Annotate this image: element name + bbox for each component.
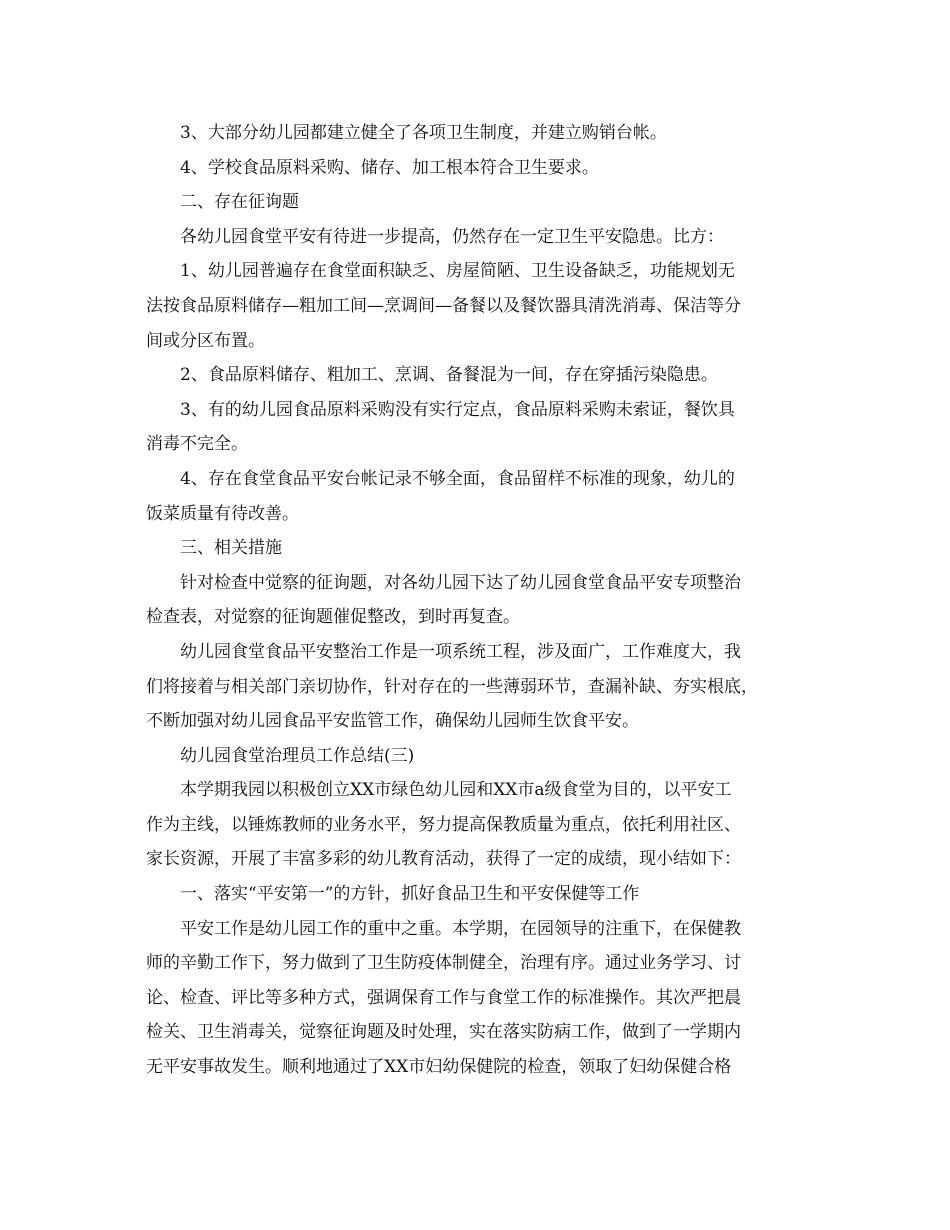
text-line: 检查表，对觉察的征询题催促整改，到时再复查。: [146, 607, 520, 628]
text-line: 2、食品原料储存、粗加工、烹调、备餐混为一间，存在穿插污染隐患。: [180, 365, 718, 386]
text-line: 二、存在征询题: [180, 192, 299, 213]
text-line: 不断加强对幼儿园食品平安监管工作，确保幼儿园师生饮食平安。: [146, 711, 639, 732]
text-line: 本学期我园以积极创立XX市绿色幼儿园和XX市a级食堂为目的，以平安工: [180, 780, 732, 801]
text-line: 无平安事故发生。顺利地通过了XX市妇幼保健院的检查，领取了妇幼保健合格: [146, 1057, 732, 1078]
text-line: 检关、卫生消毒关，觉察征询题及时处理，实在落实防病工作，做到了一学期内: [146, 1022, 741, 1043]
text-line: 家长资源，开展了丰富多彩的幼儿教育活动，获得了一定的成绩，现小结如下：: [146, 849, 741, 870]
text-line: 饭菜质量有待改善。: [146, 503, 299, 524]
document-body: [146, 116, 816, 1085]
text-line: 针对检查中觉察的征询题，对各幼儿园下达了幼儿园食堂食品平安专项整治: [180, 572, 741, 593]
text-line: 法按食品原料储存—粗加工间—烹调间—备餐以及餐饮器具清洗消毒、保洁等分: [146, 295, 741, 316]
text-line: 平安工作是幼儿园工作的重中之重。本学期，在园领导的注重下，在保健教: [180, 918, 741, 939]
text-line: 幼儿园食堂食品平安整治工作是一项系统工程，涉及面广，工作难度大，我: [180, 641, 741, 662]
text-line: 师的辛勤工作下，努力做到了卫生防疫体制健全，治理有序。通过业务学习、讨: [146, 953, 741, 974]
text-line: 4、学校食品原料采购、储存、加工根本符合卫生要求。: [180, 157, 599, 178]
text-line: 们将接着与相关部门亲切协作，针对存在的一些薄弱环节，查漏补缺、夯实根底，: [146, 676, 758, 697]
text-line: 作为主线，以锤炼教师的业务水平，努力提高保教质量为重点，依托利用社区、: [146, 814, 741, 835]
text-line: 消毒不完全。: [146, 434, 248, 455]
text-line: 幼儿园食堂治理员工作总结(三): [180, 745, 415, 766]
text-line: 3、大部分幼儿园都建立健全了各项卫生制度，并建立购销台帐。: [180, 123, 667, 143]
text-line: 三、相关措施: [180, 538, 282, 559]
text-line: 1、幼儿园普遍存在食堂面积缺乏、房屋简陋、卫生设备缺乏，功能规划无: [180, 261, 735, 282]
text-line: 一、落实“平安第一”的方针，抓好食品卫生和平安保健等工作: [180, 884, 640, 905]
text-line: 间或分区布置。: [146, 330, 265, 351]
text-line: 3、有的幼儿园食品原料采购没有实行定点，食品原料采购未索证，餐饮具: [180, 399, 735, 420]
text-line: 4、存在食堂食品平安台帐记录不够全面，食品留样不标准的现象，幼儿的: [180, 468, 735, 489]
text-line: 各幼儿园食堂平安有待进一步提高，仍然存在一定卫生平安隐患。比方：: [180, 226, 724, 247]
text-line: 论、检查、评比等多种方式，强调保育工作与食堂工作的标准操作。其次严把晨: [146, 987, 741, 1008]
